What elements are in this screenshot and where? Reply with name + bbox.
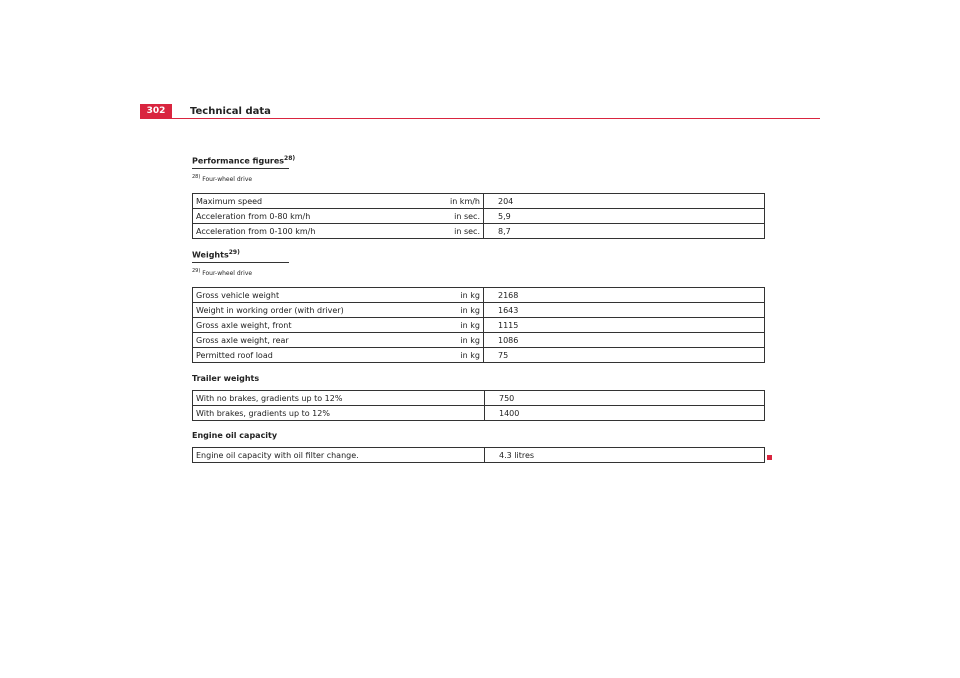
table-cell-value: 1643	[484, 303, 765, 318]
table-row	[193, 318, 765, 333]
table-cell-unit: in kg	[425, 288, 484, 303]
table-cell-label: Acceleration from 0-80 km/h	[193, 209, 426, 224]
performance-title-text: Performance figures	[192, 156, 285, 166]
table-cell-value: 8,7	[484, 224, 765, 239]
table-row	[193, 224, 765, 239]
weights-footnote-text: Four-wheel drive	[202, 270, 253, 277]
table-cell-value: 1400	[485, 406, 765, 421]
table-row	[193, 209, 765, 224]
table-row	[193, 333, 765, 348]
performance-footnote-mark: 28)	[192, 174, 201, 180]
trailer-title: Trailer weights	[192, 374, 260, 383]
table-row	[193, 391, 765, 406]
table-cell-value: 2168	[484, 288, 765, 303]
table-cell-unit: in kg	[425, 303, 484, 318]
table-row	[193, 194, 765, 209]
weights-title	[192, 249, 240, 260]
table-row	[193, 448, 765, 463]
performance-table	[192, 193, 765, 239]
table-row	[193, 288, 765, 303]
weights-footnote-rule	[192, 262, 289, 263]
table-cell-label: Maximum speed	[193, 194, 426, 209]
table-cell-label: Acceleration from 0-100 km/h	[193, 224, 426, 239]
table-cell-value: 1086	[484, 333, 765, 348]
table-row	[193, 406, 765, 421]
table-cell-label: Gross axle weight, rear	[193, 333, 426, 348]
performance-footnote-text: Four-wheel drive	[202, 176, 253, 183]
table-cell-value: 75	[484, 348, 765, 363]
table-cell-unit: in kg	[425, 318, 484, 333]
weights-title-text: Weights	[192, 250, 229, 260]
table-cell-label: Weight in working order (with driver)	[193, 303, 426, 318]
table-cell-value: 5,9	[484, 209, 765, 224]
end-of-section-icon	[767, 455, 772, 460]
table-cell-unit: in km/h	[425, 194, 484, 209]
oil-title: Engine oil capacity	[192, 431, 278, 440]
table-cell-unit: in kg	[425, 333, 484, 348]
performance-footnote	[192, 174, 252, 183]
page-title: Technical data	[190, 106, 271, 117]
table-row	[193, 303, 765, 318]
performance-title	[192, 155, 295, 166]
table-cell-label: Gross axle weight, front	[193, 318, 426, 333]
table-cell-unit: in sec.	[425, 209, 484, 224]
trailer-table	[192, 390, 765, 421]
performance-footnote-ref: 28)	[284, 155, 296, 162]
table-cell-value: 1115	[484, 318, 765, 333]
weights-footnote-ref: 29)	[228, 249, 240, 256]
table-row	[193, 348, 765, 363]
weights-footnote	[192, 268, 252, 277]
table-cell-unit: in sec.	[425, 224, 484, 239]
oil-table	[192, 447, 765, 463]
weights-footnote-mark: 29)	[192, 268, 201, 274]
table-cell-label: With no brakes, gradients up to 12%	[193, 391, 485, 406]
performance-footnote-rule	[192, 168, 289, 169]
table-cell-value: 750	[485, 391, 765, 406]
table-cell-label: With brakes, gradients up to 12%	[193, 406, 485, 421]
table-cell-value: 204	[484, 194, 765, 209]
table-cell-value: 4.3 litres	[485, 448, 765, 463]
page-number: 302	[140, 104, 172, 119]
table-cell-unit: in kg	[425, 348, 484, 363]
table-cell-label: Gross vehicle weight	[193, 288, 426, 303]
table-cell-label: Permitted roof load	[193, 348, 426, 363]
table-cell-label: Engine oil capacity with oil filter change.	[193, 448, 485, 463]
weights-table	[192, 287, 765, 363]
